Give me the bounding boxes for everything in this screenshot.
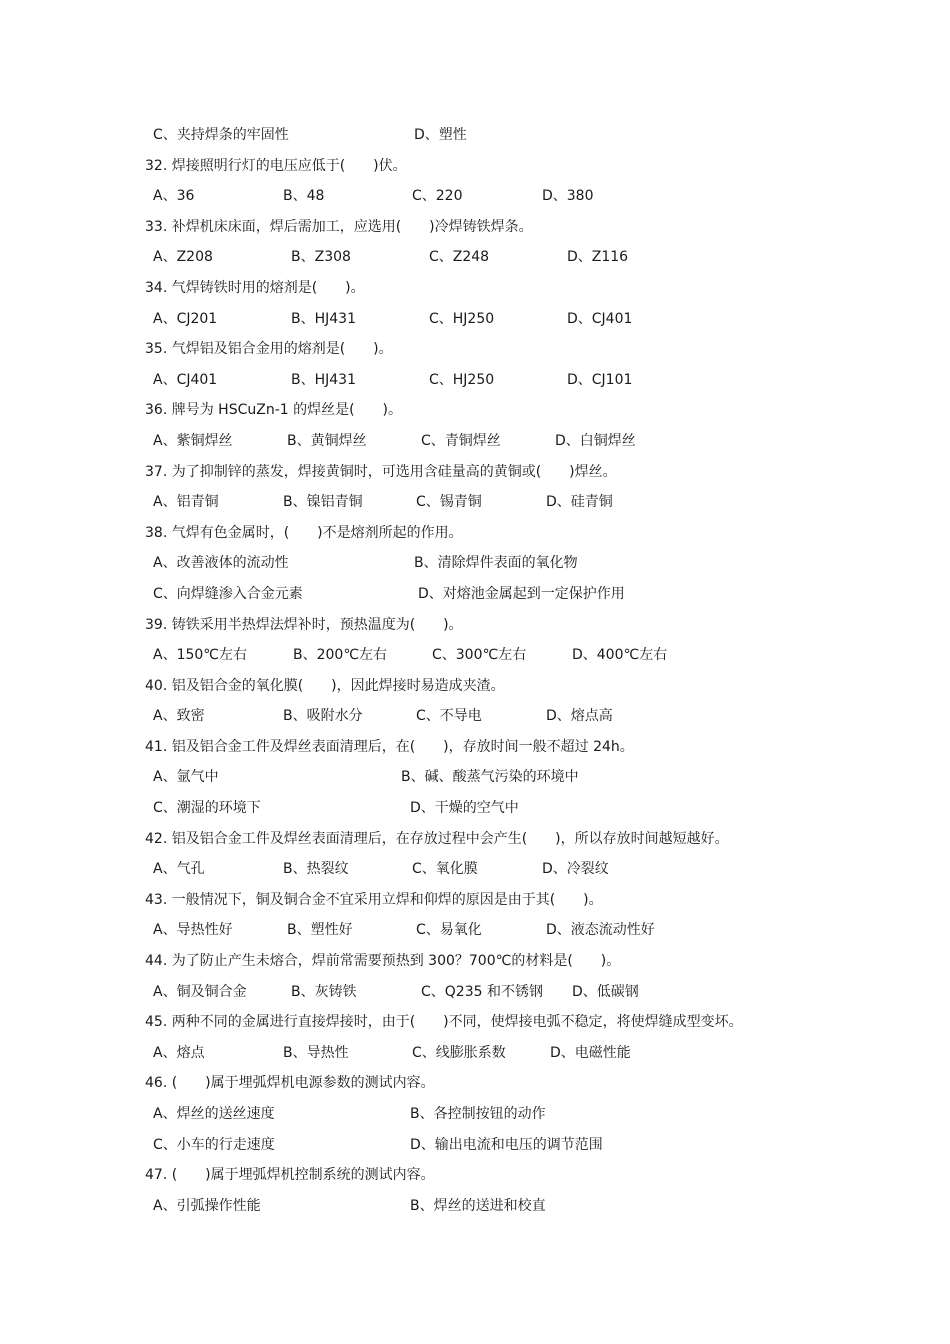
answer-option: B、热裂纹 [283, 861, 349, 878]
answer-options [0, 304, 950, 335]
answer-option: D、冷裂纹 [542, 861, 609, 878]
answer-option: B、导热性 [283, 1044, 349, 1061]
answer-options [0, 762, 950, 793]
answer-option: C、HJ250 [429, 310, 495, 327]
answer-option: C、夹持焊条的牢固性 [153, 127, 289, 143]
question-text: 35. 气焊铝及铝合金用的熔剂是( )。 [145, 341, 393, 358]
answer-option: C、小车的行走速度 [153, 1136, 275, 1153]
answer-option: A、气孔 [153, 861, 205, 878]
answer-option: A、导热性好 [153, 922, 233, 939]
question-text: 39. 铸铁采用半热焊法焊补时，预热温度为( )。 [145, 616, 463, 633]
question-text: 34. 气焊铸铁时用的熔剂是( )。 [145, 279, 365, 296]
answer-option: A、紫铜焊丝 [153, 432, 233, 449]
question-text: 37. 为了抑制锌的蒸发，焊接黄铜时，可选用含硅量高的黄铜或( )焊丝。 [145, 463, 617, 480]
answer-option: D、白铜焊丝 [555, 432, 636, 449]
answer-options [0, 242, 950, 273]
answer-options [0, 487, 950, 518]
answer-option: A、引弧操作性能 [153, 1197, 261, 1214]
answer-option: B、灰铸铁 [291, 983, 357, 1000]
question-text: 46. ( )属于埋弧焊机电源参数的测试内容。 [145, 1075, 435, 1092]
answer-option: B、HJ431 [291, 310, 356, 327]
answer-option: A、铜及铜合金 [153, 983, 247, 1000]
answer-option: D、塑性 [414, 127, 467, 143]
answer-option: D、Z116 [567, 249, 629, 266]
question-text: 41. 铝及铝合金工件及焊丝表面清理后，在( )，存放时间一般不超过 24h。 [145, 738, 634, 755]
answer-option: D、400℃左右 [572, 647, 668, 664]
question-text: 44. 为了防止产生未熔合，焊前常需要预热到 300？700℃的材料是( )。 [145, 953, 621, 970]
answer-options [0, 548, 950, 579]
answer-option: C、潮湿的环境下 [153, 800, 261, 817]
answer-option: A、改善液体的流动性 [153, 555, 289, 572]
answer-options [0, 1099, 950, 1130]
answer-option: B、各控制按钮的动作 [410, 1106, 546, 1122]
answer-option: C、氧化膜 [412, 861, 478, 878]
answer-option: B、Z308 [291, 249, 351, 266]
question-text: 42. 铝及铝合金工件及焊丝表面清理后，在存放过程中会产生( )，所以存放时间越短越好。 [145, 830, 729, 847]
answer-options [0, 915, 950, 946]
answer-option: B、48 [283, 188, 325, 205]
answer-option: D、液态流动性好 [546, 922, 655, 939]
answer-option: A、致密 [153, 708, 205, 725]
question-text: 43. 一般情况下，铜及铜合金不宜采用立焊和仰焊的原因是由于其( )。 [145, 891, 603, 908]
answer-option: B、HJ431 [291, 371, 356, 388]
answer-option: C、易氧化 [416, 922, 482, 939]
answer-option: A、CJ401 [153, 371, 218, 388]
question-text: 47. ( )属于埋弧焊机控制系统的测试内容。 [145, 1167, 435, 1184]
answer-option: C、HJ250 [429, 371, 495, 388]
answer-options [0, 1191, 950, 1222]
answer-option: A、Z208 [153, 249, 213, 266]
answer-option: C、Q235 和不锈钢 [421, 983, 543, 1000]
exam-document [0, 120, 950, 1221]
answer-option: A、氩气中 [153, 769, 219, 786]
answer-option: C、向焊缝渗入合金元素 [153, 585, 303, 602]
question-text: 33. 补焊机床床面，焊后需加工，应选用( )冷焊铸铁焊条。 [145, 218, 533, 235]
answer-option: C、220 [412, 188, 463, 205]
answer-option: C、不导电 [416, 708, 482, 725]
answer-option: D、干燥的空气中 [410, 800, 519, 817]
answer-options [0, 579, 950, 610]
answer-options [0, 181, 950, 212]
answer-option: C、300℃左右 [432, 647, 527, 664]
answer-option: D、电磁性能 [550, 1044, 631, 1061]
answer-option: D、CJ101 [567, 371, 633, 388]
question-text: 40. 铝及铝合金的氧化膜( )，因此焊接时易造成夹渣。 [145, 677, 505, 694]
answer-option: D、低碳钢 [572, 983, 639, 1000]
answer-option: A、焊丝的送丝速度 [153, 1106, 275, 1122]
answer-option: B、碱、酸蒸气污染的环境中 [401, 769, 579, 786]
answer-options [0, 793, 950, 824]
question-text: 38. 气焊有色金属时，( )不是熔剂所起的作用。 [145, 524, 463, 541]
answer-options [0, 365, 950, 396]
answer-options [0, 640, 950, 671]
answer-option: C、线膨胀系数 [412, 1044, 506, 1061]
answer-option: A、150℃左右 [153, 647, 248, 664]
answer-option: C、锡青铜 [416, 494, 482, 511]
answer-option: A、CJ201 [153, 310, 218, 327]
answer-option: D、硅青铜 [546, 494, 613, 511]
answer-option: D、对熔池金属起到一定保护作用 [418, 585, 625, 602]
answer-option: C、Z248 [429, 249, 490, 266]
answer-option: B、塑性好 [287, 922, 353, 939]
answer-options [0, 701, 950, 732]
answer-option: B、黄铜焊丝 [287, 432, 367, 449]
answer-option: B、焊丝的送进和校直 [410, 1197, 546, 1214]
answer-options [0, 1038, 950, 1069]
answer-option: C、青铜焊丝 [421, 432, 501, 449]
answer-option: A、36 [153, 188, 195, 205]
answer-option: A、铝青铜 [153, 494, 219, 511]
answer-options [0, 1130, 950, 1161]
answer-option: B、200℃左右 [293, 647, 388, 664]
answer-option: D、380 [542, 188, 594, 205]
question-text: 45. 两种不同的金属进行直接焊接时，由于( )不同，使焊接电弧不稳定，将使焊缝成型变坏。 [145, 1014, 743, 1031]
answer-options [0, 854, 950, 885]
answer-option: D、熔点高 [546, 708, 613, 725]
answer-option: B、清除焊件表面的氧化物 [414, 555, 578, 572]
answer-options [0, 977, 950, 1008]
question-text: 36. 牌号为 HSCuZn-1 的焊丝是( )。 [145, 402, 403, 419]
answer-option: D、CJ401 [567, 310, 633, 327]
answer-options [0, 120, 950, 151]
answer-option: A、熔点 [153, 1044, 205, 1061]
answer-option: B、镍铝青铜 [283, 494, 363, 511]
answer-options [0, 426, 950, 457]
answer-option: B、吸附水分 [283, 708, 363, 725]
answer-option: D、输出电流和电压的调节范围 [410, 1136, 603, 1153]
question-text: 32. 焊接照明行灯的电压应低于( )伏。 [145, 157, 407, 174]
